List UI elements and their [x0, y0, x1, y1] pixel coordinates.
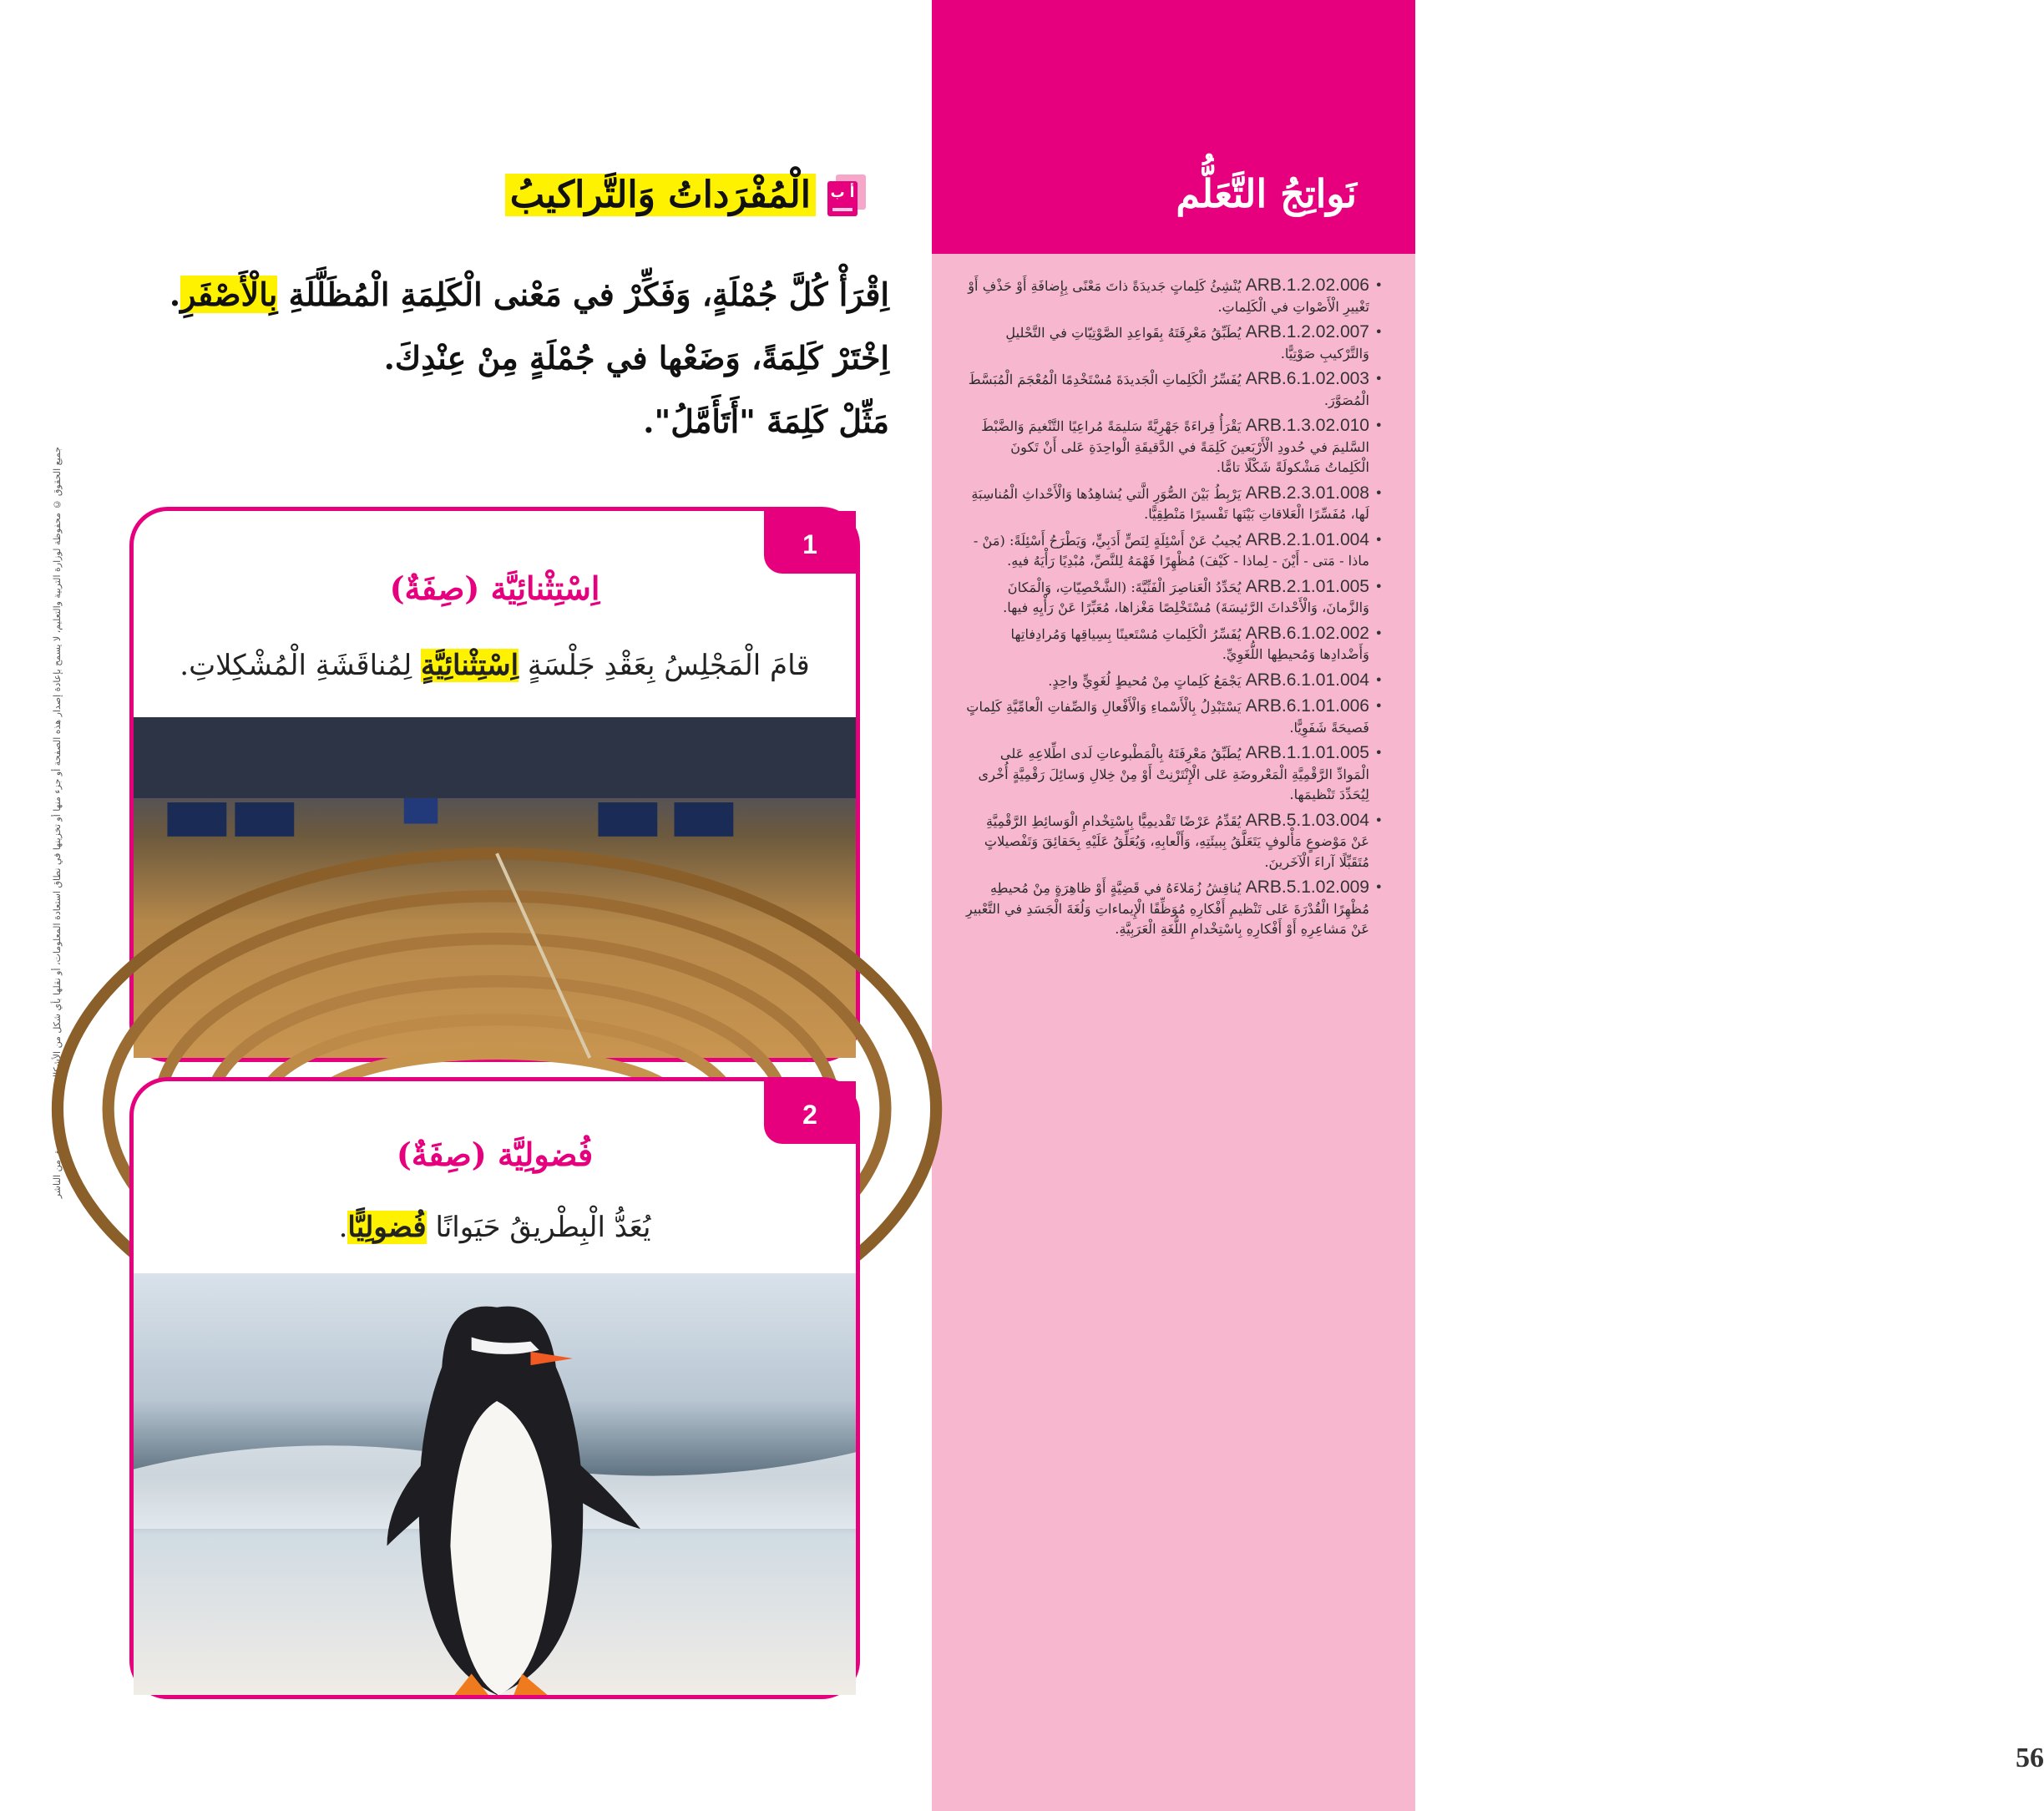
outcome-text: يُقَدِّمُ عَرْضًا تَقْديمِيًّا بِاسْتِخْدامِ الْوَسائِطِ الرَّقْمِيَّةِ عَنْ مَوْضوعٍ مَأْلوفٍ يَتَعَلَّقُ بِبيئَتِهِ، وَأَلْعابِهِ، وَيُعَلِّقُ عَلَيْهِ بِحَقائِقَ وَتَفْصيلاتٍ مُتَقَبِّلًا آراءَ الْآخَرينَ. — [984, 812, 1369, 870]
outcome-item — [965, 878, 1383, 940]
outcome-item — [965, 276, 1383, 317]
outcome-text: يَجْمَعُ كَلِماتٍ مِنْ مُحيطٍ لُغَوِيٍّ واحِدٍ. — [1048, 672, 1242, 689]
outcome-item — [965, 577, 1383, 619]
outcome-text: يُفَسِّرُ الْكَلِماتِ الْجَديدَةَ مُسْتَخْدِمًا الْمُعْجَمَ الْمُبَسَّطَ الْمُصَوَّرَ. — [968, 372, 1369, 408]
highlighted-word: اِسْتِثْنائِيَّةٍ — [421, 649, 519, 682]
outcome-code: ARB.6.1.01.004 — [1245, 670, 1369, 690]
card-number: 2 — [764, 1081, 856, 1144]
sidebar-title: نَواتِجُ التَّعَلُّم — [1176, 171, 1357, 216]
outcome-code: ARB.1.2.02.007 — [1245, 322, 1369, 341]
outcome-item — [965, 811, 1383, 873]
outcome-text: يُطَبِّقُ مَعْرِفَتَهُ بِالْمَطْبوعاتِ لَدى اطِّلاعِهِ عَلى الْمَوادِّ الرَّقْمِيَّةِ الْمَعْروضَةِ عَلى الْإِنْتَرْنِتْ أَوْ مِنْ خِلالِ وَسائِلَ رَقْمِيَّةٍ أُخْرى لِيُحَدِّدَ تَنْظيمَها. — [978, 746, 1369, 802]
outcome-code: ARB.6.1.02.002 — [1245, 623, 1369, 643]
outcome-text: يُحَدِّدُ الْعَناصِرَ الْفَنِّيَّةَ: (الشَّخْصِيّاتِ، وَالْمَكانَ وَالزَّمانَ، وَالْأَحْداثَ الرَّئيسَةَ) مُسْتَخْلِصًا مَغْزاها، مُعَبِّرًا عَنْ رَأْيِهِ فيها. — [1003, 579, 1369, 615]
outcome-code: ARB.6.1.02.003 — [1245, 369, 1369, 388]
outcome-code: ARB.1.3.02.010 — [1245, 416, 1369, 435]
outcome-code: ARB.5.1.03.004 — [1245, 810, 1369, 830]
card-number: 1 — [764, 511, 856, 574]
highlighted-word: فُضولِيًّا — [347, 1211, 427, 1244]
outcome-code: ARB.2.1.01.004 — [1245, 529, 1369, 549]
outcome-text: يُناقِشُ زُمَلاءَهُ في قَضِيَّةٍ أَوْ ظاهِرَةٍ مِنْ مُحيطِهِ مُظْهِرًا الْقُدْرَةَ عَلى تَنْظيمِ أَفْكارِهِ مُوَظِّفًا الْإِيماءاتِ وَلُغَةَ الْجَسَدِ في التَّعْبيرِ عَنْ مَشاعِرِهِ أَوْ أَفْكارِهِ بِاسْتِخْدامِ اللُّغَةِ الْعَرَبِيَّةِ. — [966, 880, 1369, 937]
outcome-item — [965, 624, 1383, 665]
outcome-code: ARB.5.1.02.009 — [1245, 878, 1369, 897]
vocabulary-icon-letters: أ ب — [827, 181, 858, 216]
sidebar-header — [932, 0, 1415, 254]
outcome-code: ARB.2.1.01.005 — [1245, 576, 1369, 596]
parliament-hall-photo — [134, 717, 856, 1058]
outcome-item — [965, 530, 1383, 572]
section-heading — [505, 174, 866, 216]
page-number: 56 — [2016, 1743, 2044, 1773]
vocab-card-1 — [129, 507, 860, 1062]
outcome-text: يُنْشِئُ كَلِماتٍ جَديدَةً ذاتَ مَعْنًى بِإِضافَةِ أَوْ حَذْفِ أَوْ تَغْييرِ الْأَصْواتِ في الْكَلِماتِ. — [968, 278, 1369, 315]
outcomes-list — [965, 276, 1383, 945]
card-word: اِسْتِثْنائِيَّة (صِفَةٌ) — [389, 569, 600, 607]
instruction-line-2: اِخْتَرْ كَلِمَةً، وَضَعْها في جُمْلَةٍ مِنْ عِنْدِكَ. — [383, 339, 889, 377]
card-word: فُضولِيَّة (صِفَةٌ) — [396, 1136, 594, 1173]
outcome-code: ARB.1.2.02.006 — [1245, 276, 1369, 295]
instructions — [54, 269, 889, 459]
outcome-text: يَسْتَبْدِلُ بِالْأَسْماءِ وَالْأَفْعالِ وَالصِّفاتِ الْعامِّيَّةِ كَلِماتٍ فَصيحَةً شَفَوِيًّا. — [966, 699, 1369, 736]
instruction-line-3: مَثِّلْ كَلِمَةَ "أَتَأَمَّلُ". — [643, 402, 889, 440]
card-sentence: يُعَدُّ الْبِطْريقُ حَيَوانًا فُضولِيًّا. — [338, 1211, 651, 1244]
outcome-item — [965, 670, 1383, 692]
vocabulary-icon — [827, 175, 866, 216]
card-sentence: قامَ الْمَجْلِسُ بِعَقْدِ جَلْسَةٍ اِسْتِثْنائِيَّةٍ لِمُناقَشَةِ الْمُشْكِلاتِ. — [180, 649, 810, 682]
outcome-text: يَرْبِطُ بَيْنَ الصُّوَرِ الَّتي يُشاهِدُها وَالْأَحْداثِ الْمُناسِبَةِ لَها، مُفَسِّرًا الْعَلاقاتِ بَيْنَها تَفْسيرًا مَنْطِقِيًّا. — [971, 485, 1369, 522]
copyright-text: جميع الحقوق © محفوظة لوزارة التربية والتعليم، لا يسمح بإعادة إصدار هذه الصفحة أو جزء منها أو تخزينها في نطاق استعادة المعلومات، أو نقلها بأي شكل من الأشكال من دون إذن مسبق من الناشر — [52, 447, 63, 1199]
outcome-item — [965, 483, 1383, 525]
outcome-text: يُطَبِّقُ مَعْرِفَتَهُ بِقَواعِدِ الصَّوْتِيّاتِ في التَّحْليلِ وَالتَّرْكيبِ صَوْتِيًّا. — [1005, 325, 1369, 362]
outcome-item — [965, 416, 1383, 478]
outcome-item — [965, 743, 1383, 806]
outcome-code: ARB.2.3.01.008 — [1245, 483, 1369, 503]
outcome-text: يَقْرَأُ قِراءَةً جَهْرِيَّةً سَليمَةً مُراعِيًا التَّنْغيمَ وَالضَّبْطَ السَّليمَ في حُدودِ الْأَرْبَعينَ كَلِمَةً في الدَّقيقَةِ الْواحِدَةِ عَلى أَنْ تَكونَ الْكَلِماتُ مَشْكولَةً شَكْلًا تامًّا. — [981, 418, 1369, 475]
instruction-line-1: اِقْرَأْ كُلَّ جُمْلَةٍ، وَفَكِّرْ في مَعْنى الْكَلِمَةِ الْمُظَلَّلَةِ بِالْأَصْفَرِ. — [169, 276, 889, 313]
outcome-item — [965, 369, 1383, 411]
penguin-photo — [134, 1273, 856, 1695]
highlighted-word: بِالْأَصْفَرِ — [180, 276, 278, 313]
outcome-item — [965, 696, 1383, 738]
outcome-code: ARB.6.1.01.006 — [1245, 696, 1369, 716]
copyright-notice — [52, 447, 72, 1532]
outcome-item — [965, 322, 1383, 364]
vocab-card-2 — [129, 1077, 860, 1699]
outcome-text: يُجيبُ عَنْ أَسْئِلَةٍ لِنَصٍّ أَدَبِيٍّ، وَيَطْرَحُ أَسْئِلَةً: (مَنْ - ماذا - مَتى - أَيْنَ - لِماذا - كَيْفَ) مُظْهِرًا فَهْمَهُ لِلنَّصِّ، مُبْدِيًا رَأْيَهُ فيهِ. — [973, 532, 1369, 569]
outcome-code: ARB.1.1.01.005 — [1245, 743, 1369, 762]
section-title: الْمُفْرَداتُ وَالتَّراكيبُ — [505, 174, 816, 216]
outcome-text: يُفَسِّرُ الْكَلِماتِ مُسْتَعينًا بِسِياقِها وَمُرادِفاتِها وَأَضْدادِها وَمُحيطِها اللُّغَوِيِّ. — [1010, 625, 1369, 662]
learning-outcomes-sidebar — [932, 0, 2044, 1811]
